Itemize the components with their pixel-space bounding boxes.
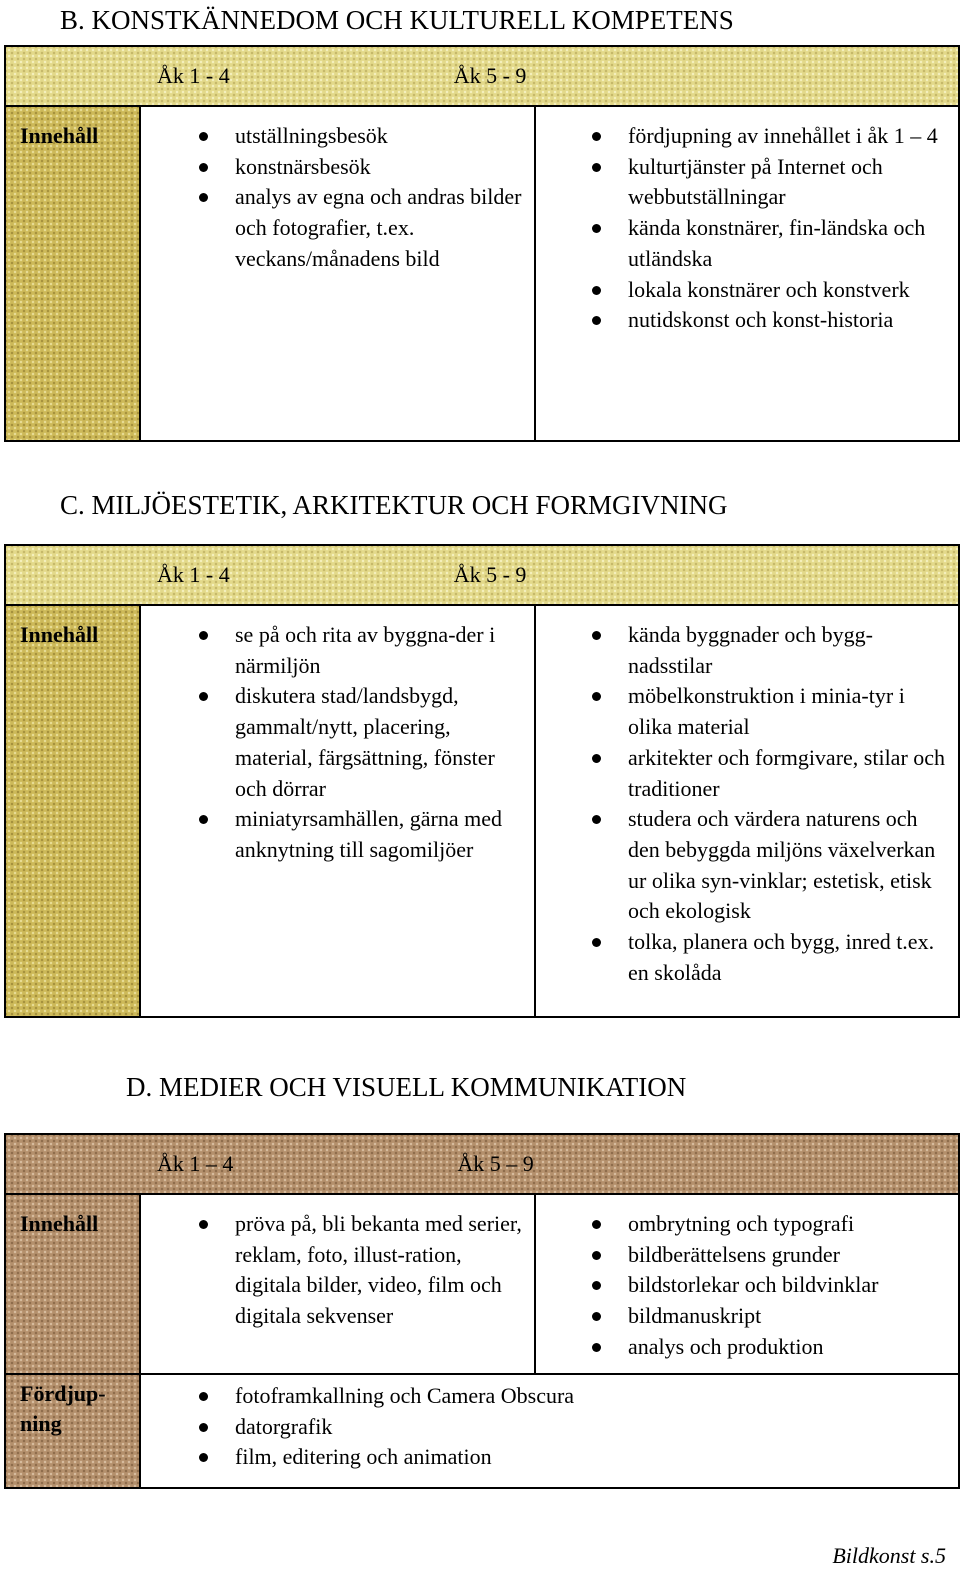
section-d-row-label-cell	[5, 1194, 140, 1374]
list-item: fotoframkallning och Camera Obscura	[3, 1381, 950, 1412]
list-item: bildberättelsens grunder	[536, 1240, 950, 1271]
list-item: bildmanuskript	[536, 1301, 950, 1332]
list-item: kända konstnärer, fin-ländska och utländska	[536, 213, 950, 274]
list-item: miniatyrsamhällen, gärna med anknytning till sagomiljöer	[141, 804, 526, 865]
section-b-content-row	[5, 106, 959, 441]
section-d-deepening-cell	[140, 1374, 959, 1488]
list-item: arkitekter och formgivare, stilar och traditioner	[536, 743, 950, 804]
section-c-right-cell	[535, 605, 959, 1017]
section-b-col-1-4: Åk 1 - 4	[157, 63, 230, 88]
section-d-col-1-4: Åk 1 – 4	[157, 1151, 234, 1176]
page-footer: Bildkonst s.5	[832, 1543, 946, 1568]
list-item: tolka, planera och bygg, inred t.ex. en skolåda	[536, 927, 950, 988]
section-c-header-row	[5, 545, 959, 605]
list-item: fördjupning av innehållet i åk 1 – 4	[536, 121, 950, 152]
section-b-row-label: Innehåll	[20, 123, 99, 148]
section-c-header-cell	[5, 545, 959, 605]
section-c-table	[4, 544, 960, 1018]
list-item: pröva på, bli bekanta med serier, reklam, foto, illust-ration, digitala bilder, video, film och digitala sekvenser	[141, 1209, 526, 1332]
section-d-row-label: Innehåll	[20, 1211, 99, 1236]
list-item: se på och rita av byggna-der i närmiljön	[141, 620, 526, 681]
section-b-right-cell	[535, 106, 959, 441]
section-d-col-5-9: Åk 5 – 9	[457, 1151, 534, 1176]
list-item: diskutera stad/landsbygd, gammalt/nytt, placering, material, färgsättning, fönster och dörrar	[141, 681, 526, 804]
section-d-content-row	[5, 1194, 959, 1374]
list-item: film, editering och animation	[3, 1442, 950, 1473]
list-item: nutidskonst och konst-historia	[536, 305, 950, 336]
list-item: analys och produktion	[536, 1332, 950, 1363]
section-d-deepening-row	[5, 1374, 959, 1488]
section-b-title: B. KONSTKÄNNEDOM OCH KULTURELL KOMPETENS	[60, 5, 734, 35]
section-b-table	[4, 45, 960, 442]
section-b-col-5-9: Åk 5 - 9	[453, 63, 527, 88]
section-b-header-row	[5, 46, 959, 106]
section-b-left-cell	[140, 106, 535, 441]
section-d-header-row	[5, 1134, 959, 1194]
list-item: konstnärsbesök	[141, 152, 526, 183]
section-c-col-1-4: Åk 1 - 4	[157, 562, 230, 587]
section-c-left-cell	[140, 605, 535, 1017]
section-b-header-cell	[5, 46, 959, 106]
section-d-table	[4, 1133, 960, 1489]
list-item: kända byggnader och bygg-nadsstilar	[536, 620, 950, 681]
section-b-row-label-cell	[5, 106, 140, 441]
list-item: lokala konstnärer och konstverk	[536, 275, 950, 306]
section-d-header-cell	[5, 1134, 959, 1194]
section-c-col-5-9: Åk 5 - 9	[453, 562, 527, 587]
section-d-deepening-label: Fördjup-ning	[20, 1381, 106, 1436]
list-item: utställningsbesök	[141, 121, 526, 152]
section-d-right-cell	[535, 1194, 959, 1374]
section-c-title: C. MILJÖESTETIK, ARKITEKTUR OCH FORMGIVNING	[60, 490, 728, 520]
section-c-row-label-cell	[5, 605, 140, 1017]
list-item: kulturtjänster på Internet och webbutställningar	[536, 152, 950, 213]
list-item: bildstorlekar och bildvinklar	[536, 1270, 950, 1301]
section-d-title: D. MEDIER OCH VISUELL KOMMUNIKATION	[126, 1072, 687, 1102]
section-c-row-label: Innehåll	[20, 622, 99, 647]
list-item: datorgrafik	[3, 1412, 950, 1443]
section-d-left-cell	[140, 1194, 535, 1374]
list-item: möbelkonstruktion i minia-tyr i olika material	[536, 681, 950, 742]
list-item: ombrytning och typografi	[536, 1209, 950, 1240]
list-item: analys av egna och andras bilder och fotografier, t.ex. veckans/månadens bild	[141, 182, 526, 274]
list-item: studera och värdera naturens och den bebyggda miljöns växelverkan ur olika syn-vinklar; estetisk, etisk och ekologisk	[536, 804, 950, 927]
section-c-content-row	[5, 605, 959, 1017]
